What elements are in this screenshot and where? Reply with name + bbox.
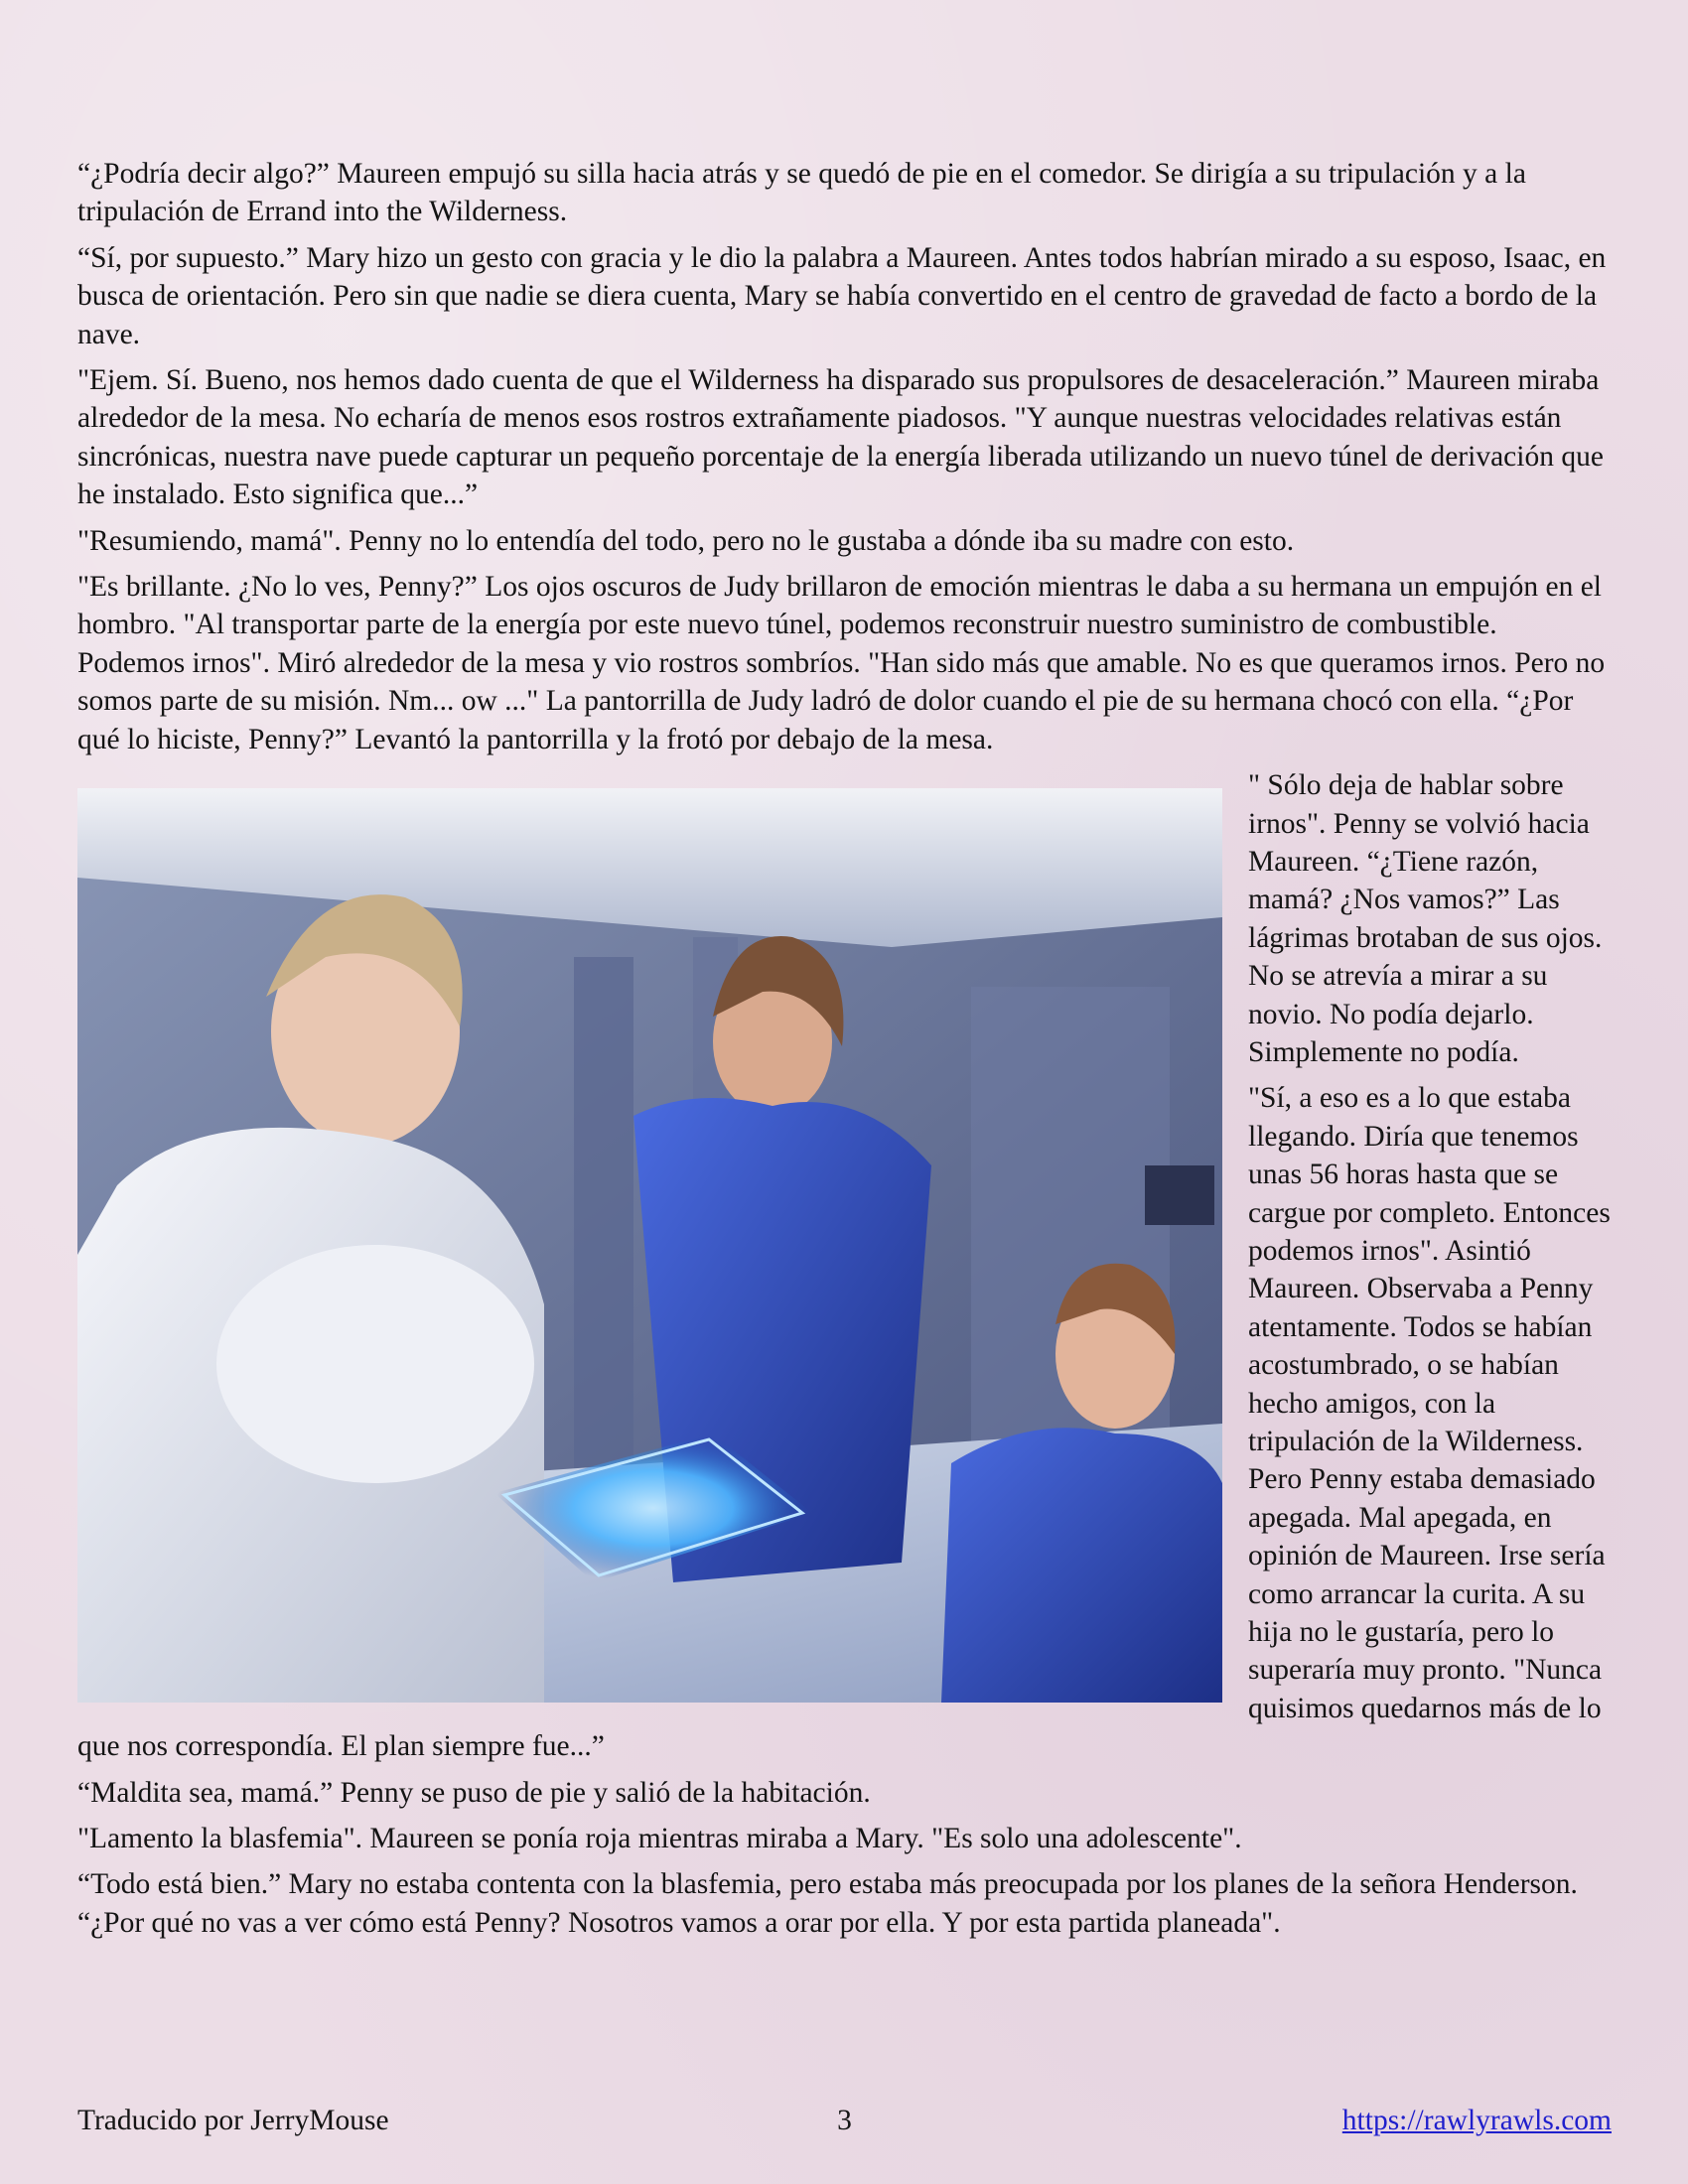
story-text: [77, 155, 1612, 1950]
website-link[interactable]: https://rawlyrawls.com: [1341, 2105, 1612, 2136]
paragraph-4: "Resumiendo, mamá". Penny no lo entendía del todo, pero no le gustaba a dónde iba su madre con esto.: [77, 524, 1295, 557]
paragraph-3: "Ejem. Sí. Bueno, nos hemos dado cuenta de que el Wilderness ha disparado sus propulsores de desaceleración.” Maureen miraba alrededor de la mesa. No echaría de menos esos rostros extrañamente piadosos. "Y aunque nuestras velocidades relativas están sincrónicas, nuestra nave puede capturar un pequeño porcentaje de la energía liberada utilizando un nuevo túnel de derivación que he instalado. Esto significa que...”: [77, 364, 1604, 511]
page-number: 3: [837, 2105, 852, 2136]
paragraph-8: “Maldita sea, mamá.” Penny se puso de pie y salió de la habitación.: [77, 1776, 871, 1809]
page-footer: [77, 2101, 1612, 2140]
paragraph-9: "Lamento la blasfemia". Maureen se ponía roja mientras miraba a Mary. "Es solo una adolescente".: [77, 1823, 1242, 1855]
illustration-scene: [77, 788, 1222, 1703]
story-illustration: [77, 788, 1222, 1703]
paragraph-1: “¿Podría decir algo?” Maureen empujó su silla hacia atrás y se quedó de pie en el comedor. Se dirigía a su tripulación y a la tripulación de Errand into the Wilderness.: [77, 158, 1526, 228]
paragraph-10: “Todo está bien.” Mary no estaba contenta con la blasfemia, pero estaba más preocupada por los planes de la señora Henderson. “¿Por qué no vas a ver cómo está Penny? Nosotros vamos a orar por ella. Y por esta partida planeada".: [77, 1868, 1578, 1939]
paragraph-5: "Es brillante. ¿No lo ves, Penny?” Los ojos oscuros de Judy brillaron de emoción mientras le daba a su hermana un empujón en el hombro. "Al transportar parte de la energía por este nuevo túnel, podemos reconstruir nuestro suministro de combustible. Podemos irnos". Miró alrededor de la mesa y vio rostros sombríos. "Han sido más que amable. No es que queramos irnos. Pero no somos parte de su misión. Nm... ow ..." La pantorrilla de Judy ladró de dolor cuando el pie de su hermana chocó con ella. “¿Por qué lo hiciste, Penny?” Levantó la pantorrilla y la frotó por debajo de la mesa.: [77, 571, 1606, 755]
translator-credit: Traducido por JerryMouse: [77, 2105, 389, 2136]
paragraph-2: “Sí, por supuesto.” Mary hizo un gesto con gracia y le dio la palabra a Maureen. Antes todos habrían mirado a su esposo, Isaac, en busca de orientación. Pero sin que nadie se diera cuenta, Mary se había convertido en el centro de gravedad de facto a bordo de la nave.: [77, 241, 1607, 350]
paragraph-6: " Sólo deja de hablar sobre irnos". Penny se volvió hacia Maureen. “¿Tiene razón, mamá? ¿Nos vamos?” Las lágrimas brotaban de sus ojos. No se atrevía a mirar a su novio. No podía dejarlo. Simplemente no podía.: [1248, 769, 1603, 1068]
paragraph-7: "Sí, a eso es a lo que estaba llegando. Diría que tenemos unas 56 horas hasta que se cargue por completo. Entonces podemos irnos". Asintió Maureen. Observaba a Penny atentamente. Todos se habían acostumbrado, o se habían hecho amigos, con la tripulación de la Wilderness. Pero Penny estaba demasiado apegada. Mal apegada, en opinión de Maureen. Irse sería como arrancar la curita. A su hija no le gustaría, pero lo superaría muy pronto. "Nunca quisimos quedarnos más de lo que nos correspondía. El plan siempre fue...”: [77, 1082, 1611, 1763]
